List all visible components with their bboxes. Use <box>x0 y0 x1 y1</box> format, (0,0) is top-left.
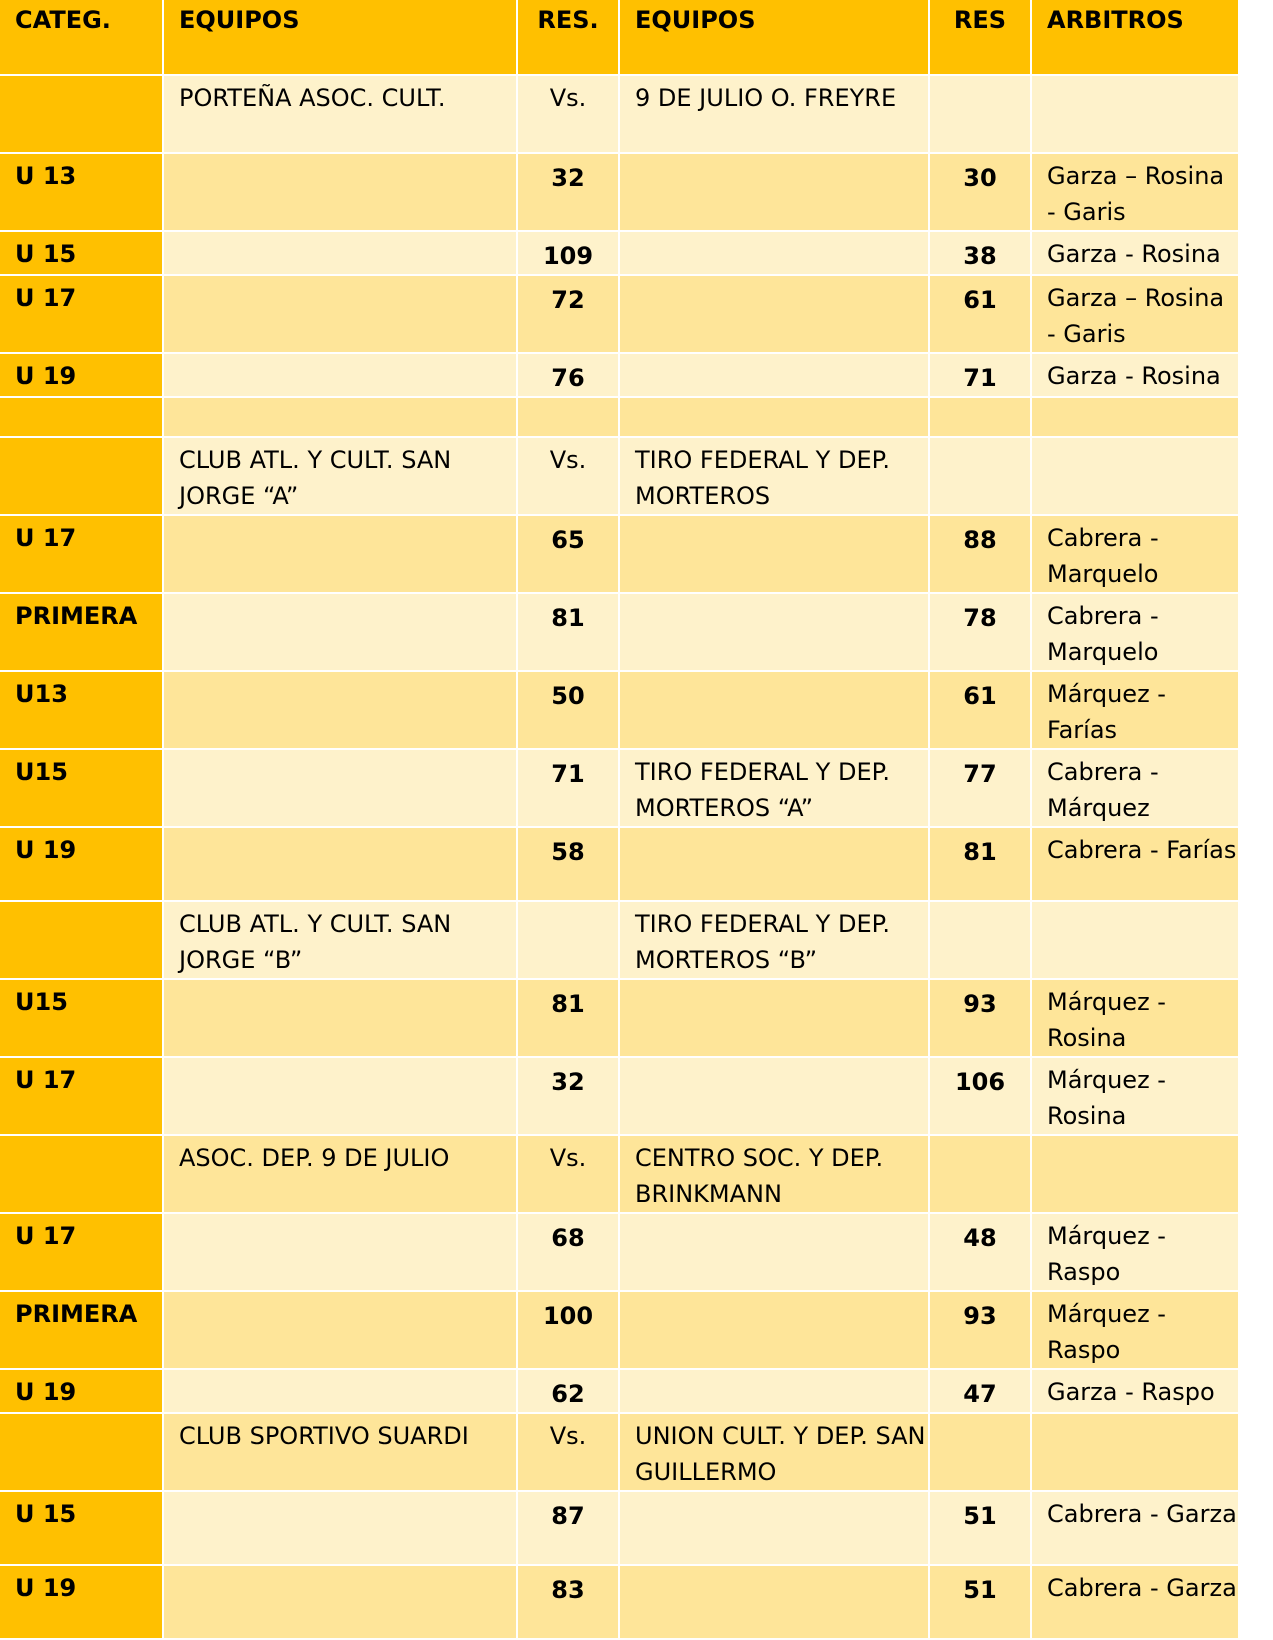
cell-arbitros: Cabrera - Márquez <box>1032 750 1238 828</box>
cell-arbitros: Márquez - Raspo <box>1032 1214 1238 1292</box>
cell-team-local <box>164 1292 518 1370</box>
table-row <box>0 828 1238 902</box>
cell-res-visitante: 48 <box>930 1214 1032 1292</box>
cell-res-visitante <box>930 1136 1032 1214</box>
cell-team-visitante <box>620 828 930 902</box>
table-row <box>0 1370 1238 1414</box>
cell-team-local <box>164 354 518 398</box>
cell-res-local: 100 <box>518 1292 620 1370</box>
table-row <box>0 398 1238 438</box>
table-row <box>0 750 1238 828</box>
cell-categ: U 19 <box>0 1370 164 1414</box>
table-row <box>0 154 1238 232</box>
header-equipos-local: EQUIPOS <box>164 0 518 76</box>
cell-categ <box>0 438 164 516</box>
cell-res-local <box>518 398 620 438</box>
cell-team-local <box>164 398 518 438</box>
cell-team-local <box>164 516 518 594</box>
cell-res-visitante: 30 <box>930 154 1032 232</box>
cell-team-local <box>164 750 518 828</box>
cell-team-local <box>164 980 518 1058</box>
table-row <box>0 232 1238 276</box>
cell-categ: U 13 <box>0 154 164 232</box>
cell-team-local <box>164 1566 518 1640</box>
cell-team-local: CLUB ATL. Y CULT. SAN JORGE “B” <box>164 902 518 980</box>
table-row <box>0 1492 1238 1566</box>
cell-team-local: ASOC. DEP. 9 DE JULIO <box>164 1136 518 1214</box>
cell-categ <box>0 1414 164 1492</box>
cell-res-local: 76 <box>518 354 620 398</box>
cell-res-local: Vs. <box>518 76 620 154</box>
table-row <box>0 354 1238 398</box>
cell-team-visitante <box>620 1566 930 1640</box>
cell-res-visitante: 77 <box>930 750 1032 828</box>
cell-team-local <box>164 828 518 902</box>
cell-res-local: 50 <box>518 672 620 750</box>
cell-categ: U13 <box>0 672 164 750</box>
table-row <box>0 1214 1238 1292</box>
cell-categ: PRIMERA <box>0 1292 164 1370</box>
cell-arbitros: Cabrera - Marquelo <box>1032 594 1238 672</box>
cell-arbitros: Garza - Rosina <box>1032 354 1238 398</box>
cell-arbitros: Cabrera - Garza <box>1032 1566 1238 1640</box>
cell-res-visitante <box>930 1414 1032 1492</box>
cell-res-visitante <box>930 398 1032 438</box>
cell-arbitros <box>1032 902 1238 980</box>
cell-categ: U15 <box>0 980 164 1058</box>
cell-res-visitante: 88 <box>930 516 1032 594</box>
cell-res-visitante <box>930 438 1032 516</box>
cell-arbitros: Márquez - Rosina <box>1032 1058 1238 1136</box>
cell-categ: U 17 <box>0 1058 164 1136</box>
cell-res-local: 81 <box>518 980 620 1058</box>
cell-categ: U 17 <box>0 276 164 354</box>
cell-team-visitante: CENTRO SOC. Y DEP. BRINKMANN <box>620 1136 930 1214</box>
cell-team-visitante <box>620 1058 930 1136</box>
cell-categ: U 19 <box>0 354 164 398</box>
cell-arbitros: Márquez - Rosina <box>1032 980 1238 1058</box>
cell-team-local: CLUB ATL. Y CULT. SAN JORGE “A” <box>164 438 518 516</box>
cell-res-visitante: 78 <box>930 594 1032 672</box>
cell-res-visitante: 93 <box>930 1292 1032 1370</box>
cell-team-local <box>164 672 518 750</box>
cell-team-visitante <box>620 980 930 1058</box>
table-row <box>0 76 1238 154</box>
cell-team-visitante <box>620 276 930 354</box>
cell-res-local: 87 <box>518 1492 620 1566</box>
cell-team-visitante <box>620 154 930 232</box>
cell-res-visitante: 47 <box>930 1370 1032 1414</box>
cell-arbitros: Cabrera - Farías <box>1032 828 1238 902</box>
cell-team-visitante: TIRO FEDERAL Y DEP. MORTEROS <box>620 438 930 516</box>
cell-team-local: CLUB SPORTIVO SUARDI <box>164 1414 518 1492</box>
cell-arbitros <box>1032 438 1238 516</box>
cell-categ: U 15 <box>0 1492 164 1566</box>
cell-categ: U 17 <box>0 1214 164 1292</box>
table-row <box>0 1136 1238 1214</box>
cell-team-local <box>164 1492 518 1566</box>
cell-arbitros: Garza – Rosina - Garis <box>1032 154 1238 232</box>
cell-res-local: Vs. <box>518 438 620 516</box>
header-categ: CATEG. <box>0 0 164 76</box>
cell-res-visitante: 38 <box>930 232 1032 276</box>
cell-arbitros <box>1032 76 1238 154</box>
cell-team-visitante: UNION CULT. Y DEP. SAN GUILLERMO <box>620 1414 930 1492</box>
cell-res-local: 32 <box>518 154 620 232</box>
cell-team-local <box>164 232 518 276</box>
cell-team-visitante: TIRO FEDERAL Y DEP. MORTEROS “B” <box>620 902 930 980</box>
cell-arbitros <box>1032 1414 1238 1492</box>
cell-team-visitante <box>620 1370 930 1414</box>
cell-team-visitante: TIRO FEDERAL Y DEP. MORTEROS “A” <box>620 750 930 828</box>
table-row <box>0 1566 1238 1640</box>
cell-arbitros <box>1032 398 1238 438</box>
cell-team-local <box>164 276 518 354</box>
cell-categ <box>0 76 164 154</box>
cell-res-local: Vs. <box>518 1136 620 1214</box>
cell-res-local: 83 <box>518 1566 620 1640</box>
header-res-local: RES. <box>518 0 620 76</box>
cell-team-visitante <box>620 516 930 594</box>
cell-res-local: 68 <box>518 1214 620 1292</box>
table-row <box>0 516 1238 594</box>
cell-res-visitante <box>930 902 1032 980</box>
cell-res-local: 72 <box>518 276 620 354</box>
cell-categ: U15 <box>0 750 164 828</box>
cell-team-local <box>164 1058 518 1136</box>
cell-team-local: PORTEÑA ASOC. CULT. <box>164 76 518 154</box>
table-row <box>0 594 1238 672</box>
cell-res-local: 32 <box>518 1058 620 1136</box>
cell-team-visitante <box>620 672 930 750</box>
table-row <box>0 1058 1238 1136</box>
cell-arbitros: Garza - Raspo <box>1032 1370 1238 1414</box>
cell-res-visitante: 93 <box>930 980 1032 1058</box>
cell-res-local: 65 <box>518 516 620 594</box>
table-row <box>0 902 1238 980</box>
cell-team-local <box>164 594 518 672</box>
cell-arbitros: Garza – Rosina - Garis <box>1032 276 1238 354</box>
table-row <box>0 276 1238 354</box>
table-row <box>0 1292 1238 1370</box>
cell-res-local: 58 <box>518 828 620 902</box>
cell-res-local: 81 <box>518 594 620 672</box>
cell-team-local <box>164 1370 518 1414</box>
cell-arbitros: Garza - Rosina <box>1032 232 1238 276</box>
cell-res-local: 109 <box>518 232 620 276</box>
cell-arbitros: Márquez - Raspo <box>1032 1292 1238 1370</box>
header-equipos-visitante: EQUIPOS <box>620 0 930 76</box>
cell-team-visitante <box>620 398 930 438</box>
table-row <box>0 1414 1238 1492</box>
cell-res-local: 62 <box>518 1370 620 1414</box>
cell-arbitros: Márquez - Farías <box>1032 672 1238 750</box>
cell-res-visitante: 61 <box>930 276 1032 354</box>
cell-team-local <box>164 1214 518 1292</box>
cell-team-visitante <box>620 1292 930 1370</box>
cell-res-local <box>518 902 620 980</box>
cell-categ <box>0 902 164 980</box>
cell-res-local: Vs. <box>518 1414 620 1492</box>
cell-res-visitante: 106 <box>930 1058 1032 1136</box>
cell-team-visitante <box>620 354 930 398</box>
header-res-visitante: RES <box>930 0 1032 76</box>
cell-team-visitante <box>620 232 930 276</box>
cell-categ: U 15 <box>0 232 164 276</box>
cell-res-visitante: 61 <box>930 672 1032 750</box>
cell-res-visitante: 51 <box>930 1492 1032 1566</box>
table-row <box>0 672 1238 750</box>
table-row <box>0 438 1238 516</box>
header-row <box>0 0 1238 76</box>
cell-arbitros <box>1032 1136 1238 1214</box>
cell-categ: U 19 <box>0 1566 164 1640</box>
cell-categ: PRIMERA <box>0 594 164 672</box>
cell-team-visitante: 9 DE JULIO O. FREYRE <box>620 76 930 154</box>
cell-team-visitante <box>620 594 930 672</box>
cell-categ: U 17 <box>0 516 164 594</box>
cell-arbitros: Cabrera - Garza <box>1032 1492 1238 1566</box>
header-arbitros: ARBITROS <box>1032 0 1238 76</box>
cell-res-visitante: 81 <box>930 828 1032 902</box>
cell-categ <box>0 1136 164 1214</box>
cell-res-local: 71 <box>518 750 620 828</box>
cell-categ <box>0 398 164 438</box>
table-row <box>0 980 1238 1058</box>
cell-res-visitante <box>930 76 1032 154</box>
cell-res-visitante: 71 <box>930 354 1032 398</box>
cell-team-visitante <box>620 1492 930 1566</box>
cell-team-local <box>164 154 518 232</box>
cell-res-visitante: 51 <box>930 1566 1032 1640</box>
cell-arbitros: Cabrera - Marquelo <box>1032 516 1238 594</box>
cell-categ: U 19 <box>0 828 164 902</box>
cell-team-visitante <box>620 1214 930 1292</box>
